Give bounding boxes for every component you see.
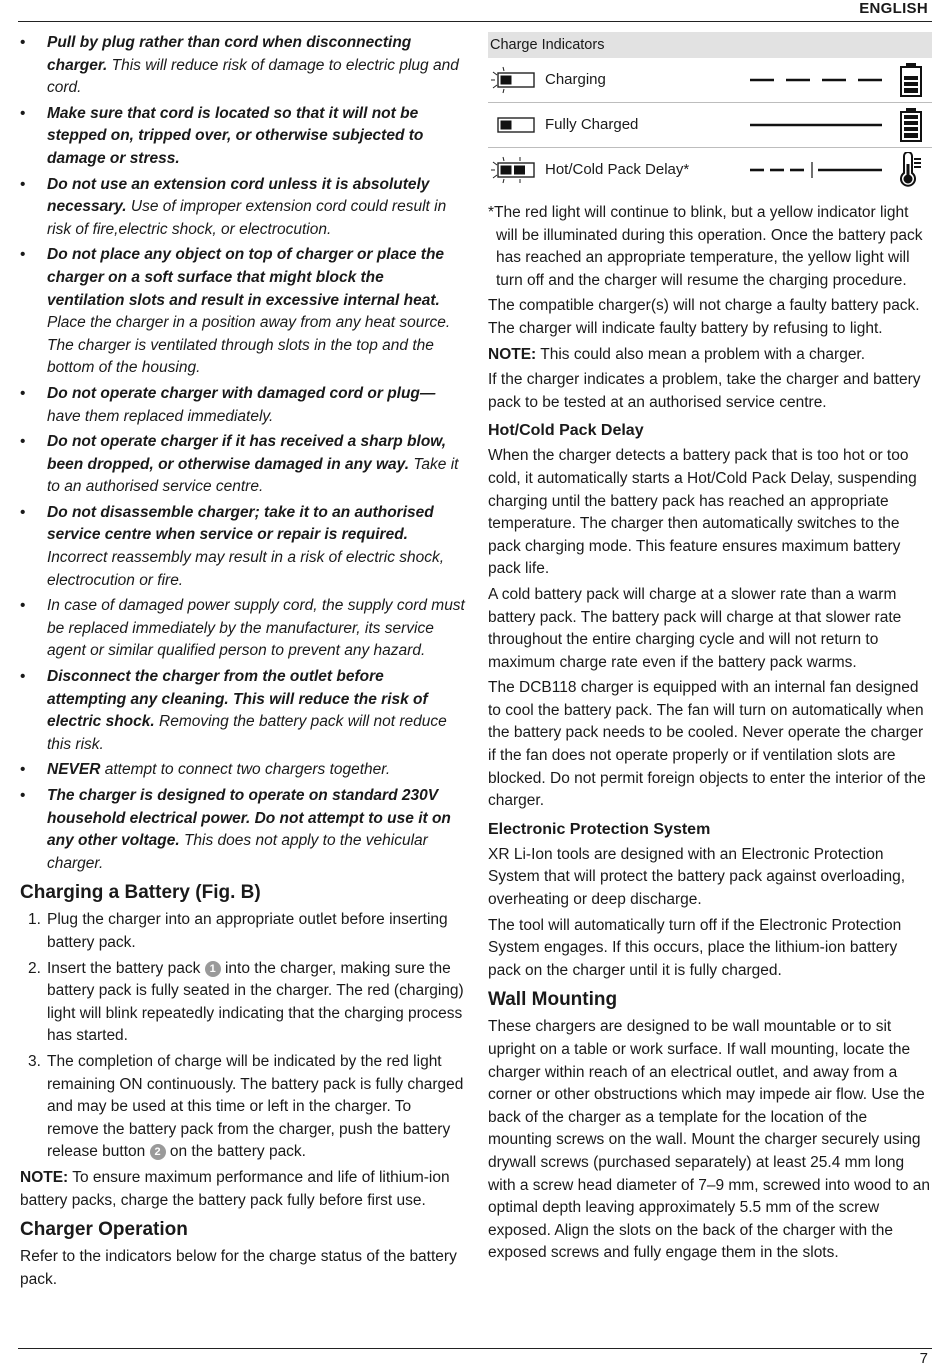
list-item (20, 666, 465, 756)
list-item (20, 174, 465, 242)
wall-mounting-heading: Wall Mounting (488, 989, 618, 1011)
battery-charging-icon (898, 62, 924, 98)
eps-paragraph-1: XR Li-Ion tools are designed with an Electronic Protection System that will protect the battery pack against overloading, overheating or deep discharge. (488, 845, 905, 909)
warning-text: This does not apply to the vehicular charger. (47, 832, 428, 872)
note-label: NOTE: (488, 345, 537, 363)
dashed-then-solid-pattern-icon (748, 160, 888, 180)
warning-text: have them replaced immediately. (47, 407, 274, 425)
table-row (488, 58, 932, 103)
charging-heading: Charging a Battery (Fig. B) (20, 882, 261, 904)
step-text: into the charger, making sure the battery pack is fully seated in the charger. The red (charging) light will blink repeatedly indicating that the charging process has started. (47, 959, 464, 1045)
charge-indicators-table (488, 32, 932, 192)
charging-steps-list (20, 909, 465, 1164)
safety-warnings-list (20, 32, 465, 875)
step-number: 1. (28, 911, 41, 929)
right-column (488, 32, 932, 1268)
warning-text: Removing the battery pack will not reduce this risk. (47, 713, 447, 753)
callout-number: 2 (150, 1144, 166, 1160)
list-item (20, 502, 465, 592)
wall-mounting-paragraph: These chargers are designed to be wall mountable or to sit upright on a table or work surface. If wall mounting, locate the charger within reach of an electrical outlet, and away from a corner or other obstructions which may impede air flow. Use the back of the charger as a template for the location of the mounting screws on the wall. Mount the charger securely using drywall screws (purchased separately) at least 25.4 mm long with a screw head diameter of 7–9 mm, screwed into wood to an optimal depth leaving approximately 5.5 mm of the screw exposed. Align the slots on the back of the charger with the exposed screws and fully engage them in the slots. (488, 1018, 930, 1262)
warning-text: In case of damaged power supply cord, the supply cord must be replaced immediately by the manufacturer, its service agent or similar qualified person to prevent any hazard. (47, 597, 465, 660)
header-rule (18, 21, 932, 22)
callout-number: 1 (205, 961, 221, 977)
list-item (20, 103, 465, 171)
eps-paragraph-2: The tool will automatically turn off if the Electronic Protection System engages. If this occurs, place the lithium-ion battery pack on the charger until it is fully charged. (488, 916, 902, 979)
table-row (488, 103, 932, 148)
note-text: This could also mean a problem with a charger. (536, 345, 866, 363)
note-text: To ensure maximum performance and life of lithium-ion battery packs, charge the battery pack fully before first use. (20, 1168, 450, 1209)
warning-text: This will reduce risk of damage to electric plug and cord. (47, 56, 459, 97)
step-text: Plug the charger into an appropriate outlet before inserting battery pack. (47, 911, 448, 951)
step-number: 3. (28, 1052, 41, 1070)
warning-bold-text: Do not operate charger if it has received a sharp blow, been dropped, or otherwise damaged in any way. (47, 433, 447, 473)
dashed-pattern-icon (748, 70, 888, 90)
language-label: ENGLISH (859, 0, 928, 17)
eps-heading: Electronic Protection System (488, 820, 711, 838)
list-item (20, 32, 465, 100)
list-item (20, 431, 465, 499)
note-label: NOTE: (20, 1168, 69, 1186)
warning-bold-text: Pull by plug rather than cord when disconnecting charger. (47, 34, 412, 74)
solid-pattern-icon (748, 115, 888, 135)
blinking-charger-light-icon (490, 66, 538, 94)
footer-rule (18, 1348, 932, 1349)
thermometer-icon (898, 152, 924, 188)
table-row (488, 148, 932, 192)
operation-text: Refer to the indicators below for the charge status of the battery pack. (20, 1248, 457, 1288)
indicator-label: Fully Charged (545, 116, 639, 133)
list-item (20, 595, 465, 663)
list-item (20, 958, 465, 1048)
footnote: *The red light will continue to blink, but a yellow indicator light will be illuminated during this operation. Once the battery pack has reached an appropriate temperature, the yellow light will turn off and the charger will resume the charging procedure. (488, 204, 923, 289)
step-text: on the battery pack. (165, 1143, 306, 1161)
warning-text: Place the charger in a position away from any heat source. The charger is ventilated through slots in the top and the bottom of the housing. (47, 314, 451, 377)
indicator-label: Charging (545, 71, 606, 88)
warning-bold-text: The charger is designed to operate on standard 230V household electrical power. Do not attempt to use it on any other voltage. (47, 787, 451, 850)
warning-bold-text: Disconnect the charger from the outlet before attempting any cleaning. This will reduce the risk of electric shock. (47, 668, 428, 731)
warning-bold-text: Do not use an extension cord unless it is absolutely necessary. (47, 175, 430, 216)
list-item (20, 785, 465, 875)
hotcold-paragraph-1: When the charger detects a battery pack that is too hot or too cold, it automatically starts a Hot/Cold Pack Delay, suspending charging until the battery pack has reached an appropriate temperature. The charger then automatically switches to the pack charging mode. This feature ensures maximum battery pack life. (488, 447, 917, 578)
note-paragraph (20, 1167, 465, 1212)
faulty-paragraph: The compatible charger(s) will not charge a faulty battery pack. The charger will indicate faulty battery by refusing to light. (488, 297, 920, 337)
step-text: The completion of charge will be indicated by the red light remaining ON continuously. The battery pack is fully charged and may be used at this time or left in the charger. To remove the battery pack from the charger, push the battery release button (47, 1052, 464, 1161)
battery-full-icon (898, 107, 924, 143)
warning-text: attempt to connect two chargers together. (100, 761, 391, 779)
warning-bold-text: Do not disassemble charger; take it to an authorised service centre when service or repair is required. (47, 503, 434, 544)
list-item (20, 244, 465, 380)
step-number: 2. (28, 959, 41, 977)
charger-operation-heading: Charger Operation (20, 1219, 188, 1241)
indicator-label: Hot/Cold Pack Delay* (545, 161, 690, 178)
problem-paragraph: If the charger indicates a problem, take the charger and battery pack to be tested at an authorised service centre. (488, 371, 921, 411)
page-number: 7 (919, 1350, 928, 1367)
warning-text: Incorrect reassembly may result in a risk of electric shock, electrocution or fire. (47, 549, 445, 589)
list-item (20, 759, 465, 782)
two-lights-blinking-icon (490, 156, 538, 184)
hotcold-heading: Hot/Cold Pack Delay (488, 422, 644, 440)
charge-indicators-heading: Charge Indicators (488, 32, 932, 58)
list-item (20, 383, 465, 428)
warning-bold-text: Make sure that cord is located so that it will not be stepped on, tripped over, or otherwise subjected to damage or stress. (47, 104, 424, 167)
warning-bold-text: Do not place any object on top of charger or place the charger on a soft surface that might block the ventilation slots and result in excessive internal heat. (47, 246, 445, 309)
step-text: Insert the battery pack (47, 959, 205, 977)
warning-text: Use of improper extension cord could result in risk of fire,electric shock, or electrocution. (47, 198, 447, 238)
warning-bold-text: Do not operate charger with damaged cord or plug— (47, 384, 436, 402)
note-paragraph (488, 344, 932, 367)
warning-text: Take it to an authorised service centre. (47, 455, 459, 496)
left-column (20, 32, 465, 1294)
hotcold-paragraph-2: A cold battery pack will charge at a slower rate than a warm battery pack. The battery pack will charge at that slower rate throughout the entire charging cycle and will not return to maximum charge rate even if the battery pack warms. (488, 585, 902, 671)
steady-charger-light-icon (490, 111, 538, 139)
list-item (20, 1051, 465, 1164)
warning-bold-text: NEVER (47, 761, 101, 779)
hotcold-paragraph-3: The DCB118 charger is equipped with an internal fan designed to cool the battery pack. The fan will turn on automatically when the battery pack needs to be cooled. Never operate the charger if the fan does not operate properly or if ventilation slots are blocked. Do not permit foreign objects to enter the interior of the charger. (488, 679, 926, 810)
list-item (20, 909, 465, 954)
